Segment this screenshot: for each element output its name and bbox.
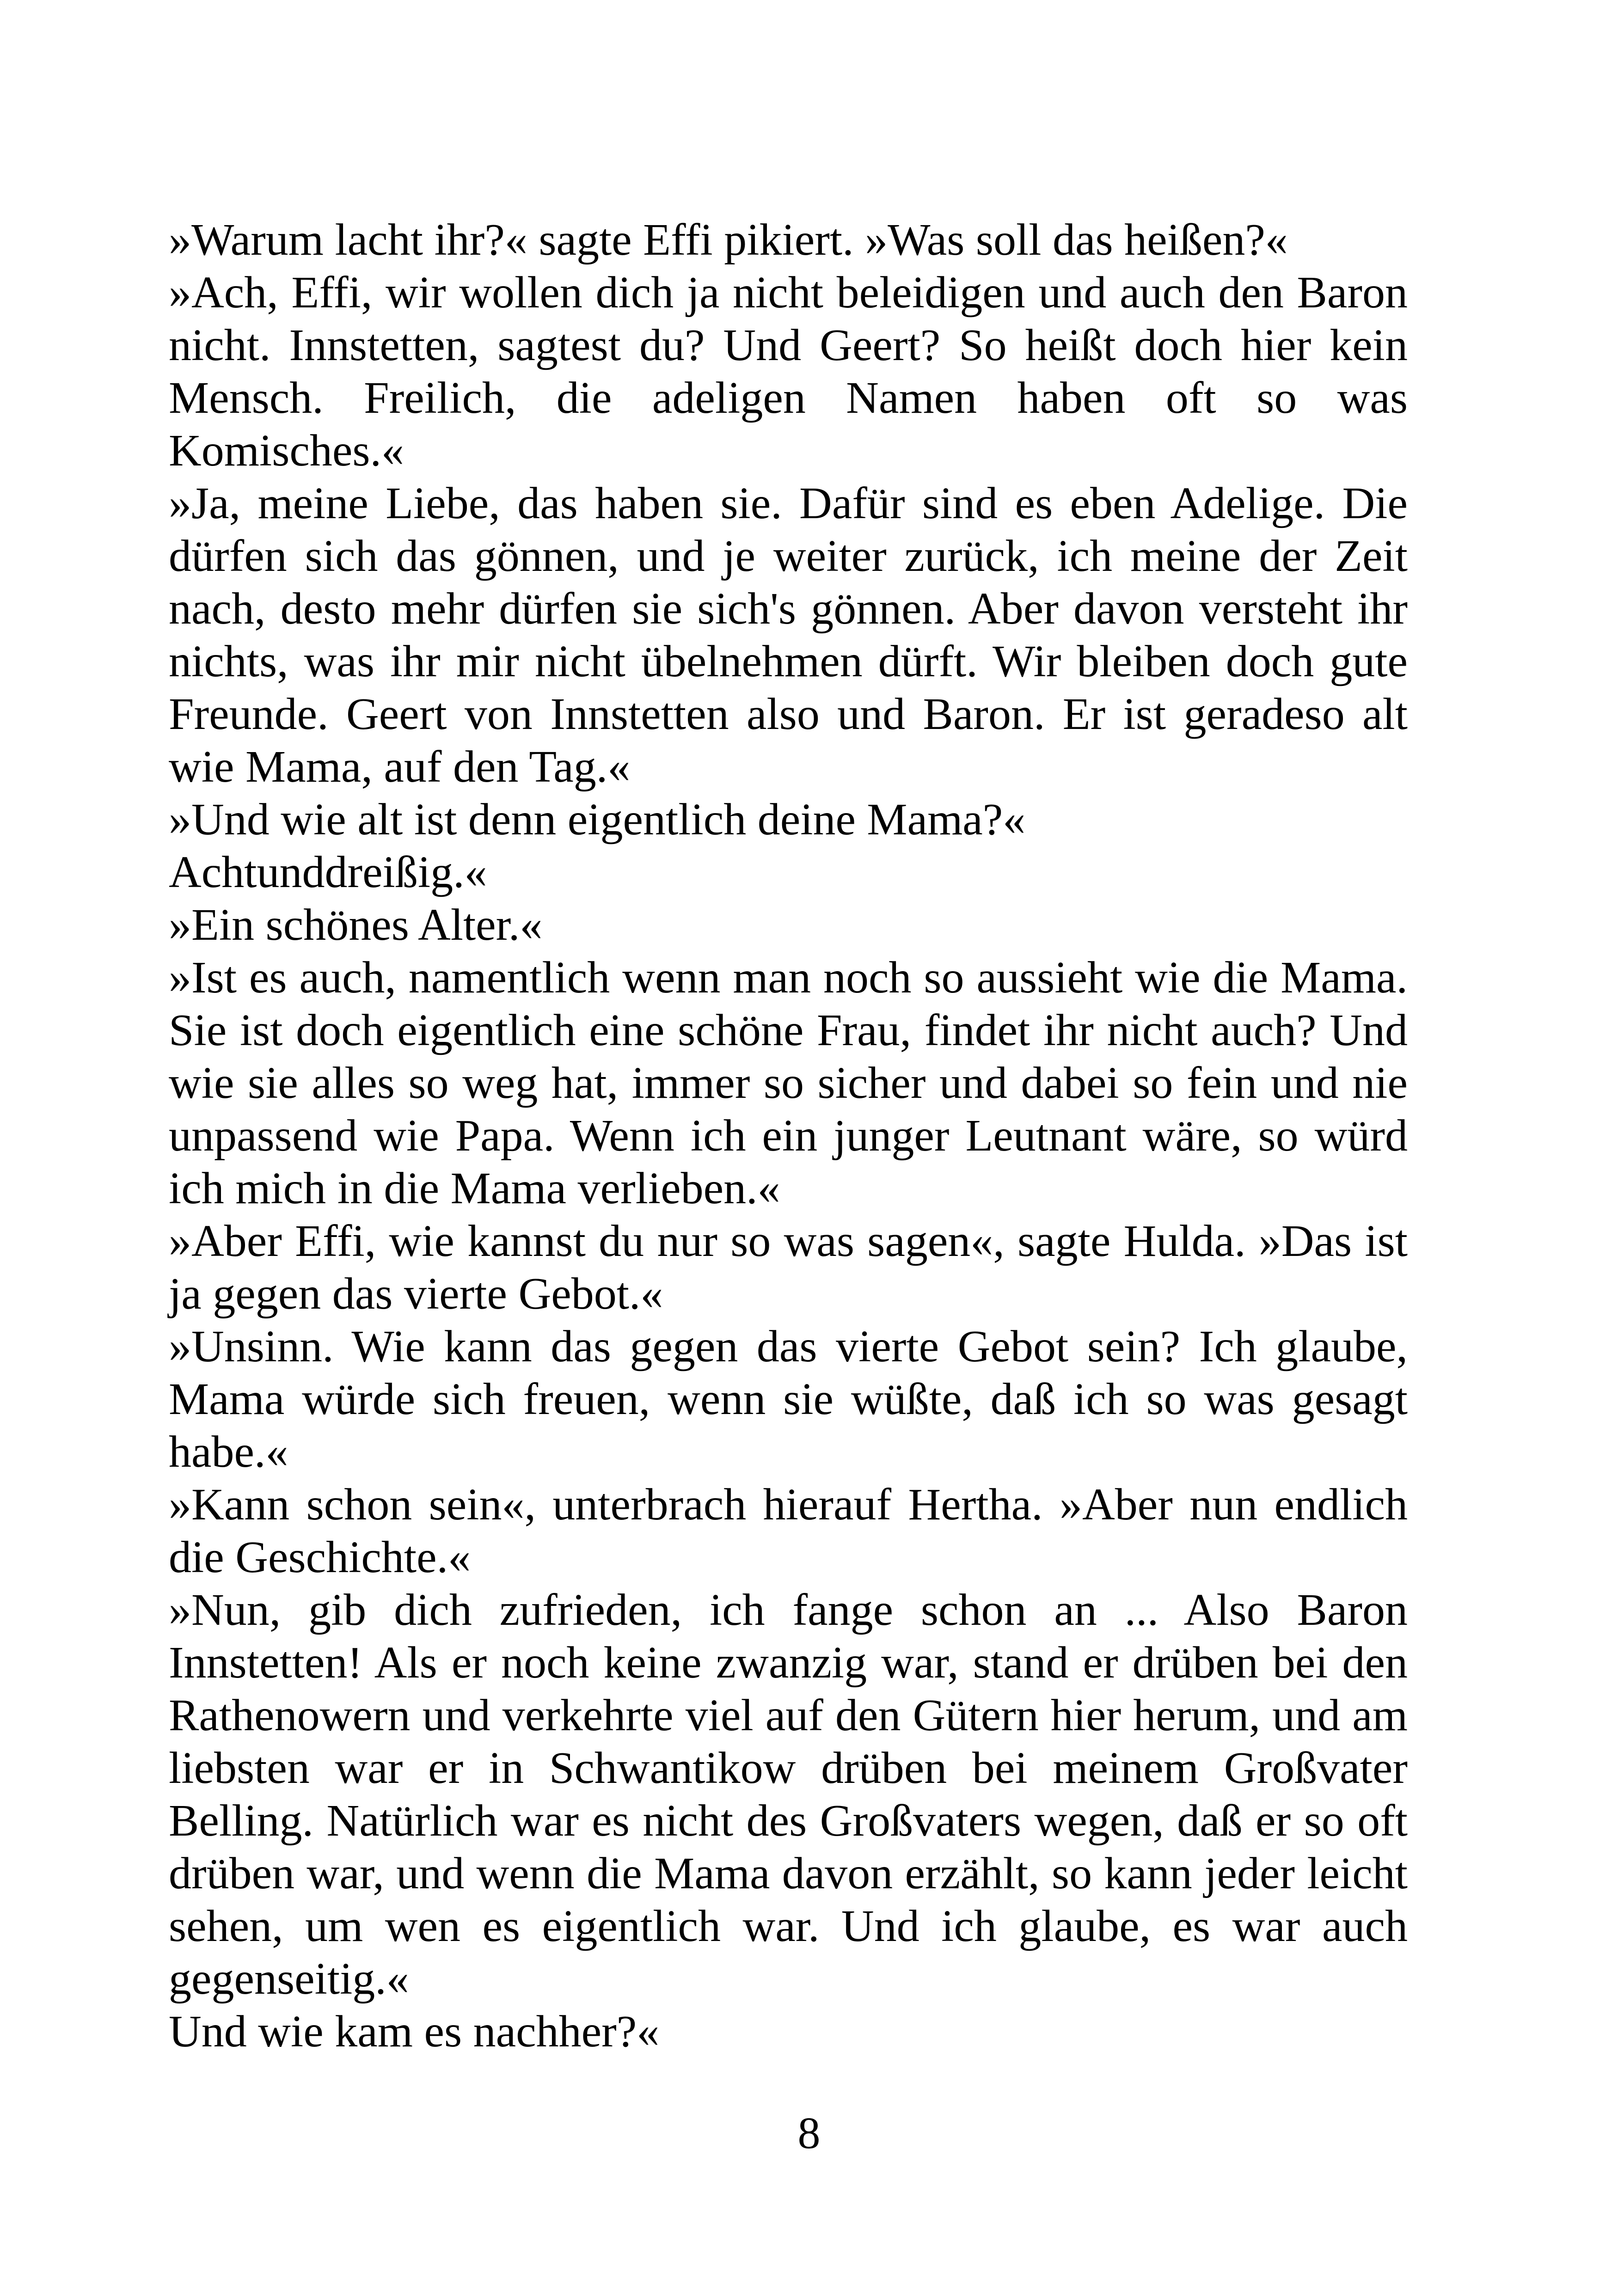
page-number: 8: [797, 2108, 821, 2158]
paragraph-8: »Aber Effi, wie kannst du nur so was sagen«, sagte Hulda. »Das ist ja gegen das vierte Gebot.«: [169, 1216, 1408, 1319]
paragraph-2: »Ach, Effi, wir wollen dich ja nicht beleidigen und auch den Baron nicht. Innstetten, sagtest du? Und Geert? So heißt doch hier kein Mensch. Freilich, die adeligen Namen haben oft so was Komisches.«: [169, 268, 1408, 476]
paragraph-3: »Ja, meine Liebe, das haben sie. Dafür sind es eben Adelige. Die dürfen sich das gönnen, und je weiter zurück, ich meine der Zeit nach, desto mehr dürfen sie sich's gönnen. Aber davon versteht ihr nichts, was ihr mir nicht übelnehmen dürft. Wir bleiben doch gute Freunde. Geert von Innstetten also und Baron. Er ist geradeso alt wie Mama, auf den Tag.«: [169, 478, 1408, 792]
paragraph-6: »Ein schönes Alter.«: [169, 900, 543, 950]
paragraph-10: »Kann schon sein«, unterbrach hierauf Hertha. »Aber nun endlich die Geschichte.«: [169, 1480, 1408, 1582]
paragraph-11: »Nun, gib dich zufrieden, ich fange schon an ... Also Baron Innstetten! Als er noch keine zwanzig war, stand er drüben bei den Rathenowern und verkehrte viel auf den Gütern hier herum, und am liebsten war er in Schwantikow drüben bei meinem Großvater Belling. Natürlich war es nicht des Großvaters wegen, daß er so oft drüben war, und wenn die Mama davon erzählt, so kann jeder leicht sehen, um wen es eigentlich war. Und ich glaube, es war auch gegenseitig.«: [169, 1585, 1408, 2004]
paragraph-9: »Unsinn. Wie kann das gegen das vierte Gebot sein? Ich glaube, Mama würde sich freuen, wenn sie wüßte, daß ich so was gesagt habe.«: [169, 1322, 1408, 1477]
paragraph-4: »Und wie alt ist denn eigentlich deine Mama?«: [169, 795, 1026, 845]
paragraph-1: »Warum lacht ihr?« sagte Effi pikiert. »Was soll das heißen?«: [169, 215, 1288, 265]
paragraph-12: Und wie kam es nachher?«: [169, 2007, 660, 2057]
paragraph-7: »Ist es auch, namentlich wenn man noch so aussieht wie die Mama. Sie ist doch eigentlich eine schöne Frau, findet ihr nicht auch? Und wie sie alles so weg hat, immer so sicher und dabei so fein und nie unpassend wie Papa. Wenn ich ein junger Leutnant wäre, so würd ich mich in die Mama verlieben.«: [169, 953, 1408, 1213]
paragraph-5: Achtunddreißig.«: [169, 847, 487, 897]
body-text: [169, 214, 1408, 2058]
